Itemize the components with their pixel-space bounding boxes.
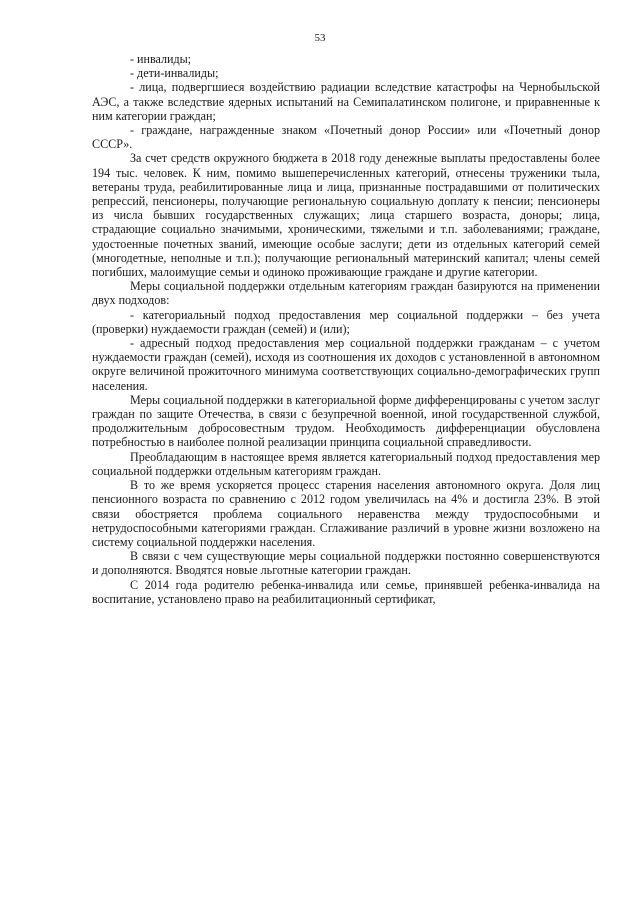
- body-text: [92, 52, 600, 606]
- paragraph: В связи с чем существующие меры социальной поддержки постоянно совершенствуются и дополняются. Вводятся новые льготные категории граждан.: [92, 549, 600, 578]
- paragraph: Преобладающим в настоящее время является категориальный подход предоставления мер социальной поддержки отдельным категориям граждан.: [92, 449, 600, 478]
- paragraph: В то же время ускоряется процесс старения населения автономного округа. Доля лиц пенсионного возраста по сравнению с 2012 годом увеличилась на 4% и достигла 23%. В этой связи обостряется проблема социального неравенства между трудоспособными и нетрудоспособными категориями граждан. Сглаживание различий в уровне жизни возложено на систему социальной поддержки населения.: [92, 478, 600, 549]
- paragraph: - категориальный подход предоставления мер социальной поддержки – без учета (проверки) нуждаемости граждан (семей) и (или);: [92, 307, 600, 336]
- page-number: 53: [314, 32, 326, 44]
- paragraph: - адресный подход предоставления мер социальной поддержки гражданам – с учетом нуждаемости граждан (семей), исходя из соотношения их доходов с установленной в автономном округе величиной прожиточного минимума соответствующих социально-демографических групп населения.: [92, 336, 600, 393]
- paragraph: - инвалиды;: [130, 52, 192, 66]
- paragraph: За счет средств окружного бюджета в 2018 году денежные выплаты предоставлены более 194 тыс. человек. К ним, помимо вышеперечисленных категорий, отнесены труженики тыла, ветераны труда, реабилитированные лица и лица, признанные пострадавшими от политических репрессий, пенсионеры, получающие региональную социальную доплату к пенсии; пенсионеры из числа бывших государственных служащих; лица старшего возраста, доноры; лица, страдающие социально значимыми, хроническими, тяжелыми и т.п. заболеваниями; граждане, удостоенные почетных званий, имеющие особые заслуги; дети из отдельных категорий семей (многодетные, неполные и т.п.); получающие региональный материнский капитал; члены семей погибших, малоимущие семьи и одиноко проживающие граждане и другие категории.: [92, 151, 600, 280]
- paragraph: Меры социальной поддержки отдельным категориям граждан базируются на применении двух подходов:: [92, 279, 600, 308]
- paragraph: Меры социальной поддержки в категориальной форме дифференцированы с учетом заслуг граждан по защите Отечества, в связи с безупречной военной, иной государственной службой, продолжительным добросовестным трудом. Необходимость дифференциации обусловлена потребностью в наиболее полной реализации принципа социальной справедливости.: [92, 392, 600, 450]
- paragraph: - граждане, награжденные знаком «Почетный донор России» или «Почетный донор СССР».: [92, 123, 600, 152]
- paragraph: С 2014 года родителю ребенка-инвалида или семье, принявшей ребенка-инвалида на воспитание, установлено право на реабилитационный сертификат,: [92, 577, 600, 606]
- paragraph: - дети-инвалиды;: [130, 66, 219, 81]
- paragraph: - лица, подвергшиеся воздействию радиации вследствие катастрофы на Чернобыльской АЭС, а также вследствие ядерных испытаний на Семипалатинском полигоне, и приравненные к ним категории граждан;: [92, 80, 600, 123]
